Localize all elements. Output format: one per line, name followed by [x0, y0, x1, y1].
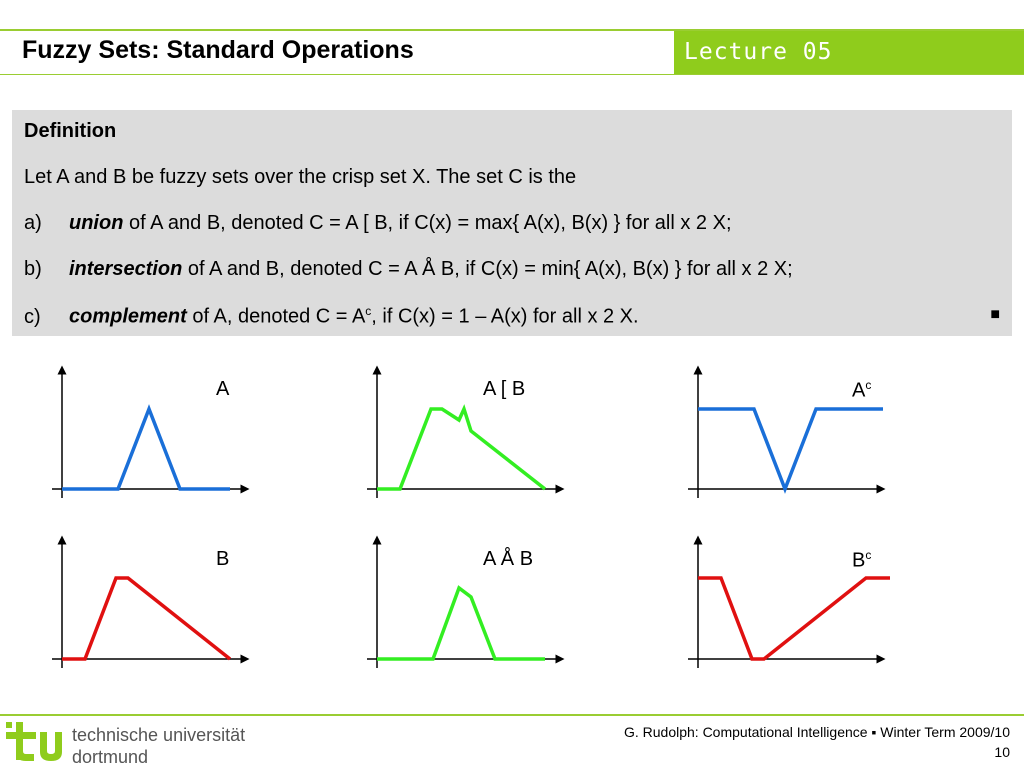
- plot-intersection-label: [483, 548, 533, 571]
- definition-intro: Let A and B be fuzzy sets over the crisp set X. The set C is the: [24, 166, 577, 188]
- tu-logo: [4, 720, 66, 769]
- course-info: G. Rudolph: Computational Intelligence ▪ Winter Term 2009/10: [623, 724, 1010, 740]
- definition-box: [12, 110, 1012, 336]
- item-keyword: complement: [69, 305, 187, 328]
- slide-title: Fuzzy Sets: Standard Operations: [22, 36, 414, 64]
- item-text: of A, denoted C = A: [186, 305, 366, 328]
- plot-union-svg: [355, 360, 575, 510]
- membership-curve-a: [62, 409, 230, 489]
- university-name: [72, 724, 245, 768]
- membership-curve-intersection: [377, 588, 545, 659]
- plot-b-label: [216, 548, 229, 571]
- plot-a-complement: [676, 360, 896, 515]
- plot-a: [40, 360, 260, 515]
- item-text: of A and B, denoted C = A [ B, if C(x) = max{ A(x), B(x) } for all x 2 X;: [123, 212, 732, 234]
- item-keyword: intersection: [69, 258, 183, 280]
- membership-curve-a-complement: [698, 409, 883, 489]
- definition-item-union: [24, 212, 732, 235]
- plot-label-superscript: c: [865, 378, 872, 392]
- plot-union-label: [483, 378, 525, 401]
- university-name-line-1: technische universität: [72, 725, 246, 745]
- plot-label-text: A Å B: [483, 548, 534, 570]
- plot-label-text: B: [852, 549, 866, 572]
- plot-label-text: A [ B: [483, 378, 526, 400]
- plot-b-complement-label: [852, 548, 871, 573]
- definition-heading: Definition: [24, 120, 117, 142]
- item-label: b): [24, 258, 42, 280]
- plot-a-label: [216, 378, 229, 401]
- plot-b: [40, 530, 260, 685]
- item-keyword: union: [69, 212, 124, 234]
- definition-item-intersection: [24, 258, 793, 281]
- lecture-badge: Lecture 05: [674, 31, 1024, 74]
- footer-info: [624, 722, 1010, 762]
- membership-curve-union: [377, 409, 545, 489]
- page-number: 10: [994, 744, 1010, 760]
- plot-label-text: A: [852, 379, 866, 402]
- plot-b-complement: [676, 530, 896, 685]
- tu-logo-mark-icon: [4, 720, 66, 764]
- plot-union: [355, 360, 575, 515]
- plot-intersection: [355, 530, 575, 685]
- membership-curve-b-complement: [698, 578, 890, 659]
- footer-rule: [0, 714, 1024, 716]
- plot-label-text: B: [216, 548, 230, 570]
- item-superscript: c: [365, 304, 372, 318]
- membership-curve-b: [62, 578, 230, 659]
- plot-label-superscript: c: [865, 548, 872, 562]
- plot-a-complement-label: [852, 378, 871, 403]
- item-label: a): [24, 212, 42, 234]
- item-text-2: , if C(x) = 1 – A(x) for all x 2 X.: [371, 305, 639, 328]
- item-label: c): [24, 305, 41, 328]
- plot-label-text: A: [216, 378, 230, 400]
- end-of-definition-mark: ■: [990, 306, 1000, 323]
- header-bottom-rule: [0, 74, 1024, 75]
- item-text: of A and B, denoted C = A Å B, if C(x) = min{ A(x), B(x) } for all x 2 X;: [182, 258, 793, 280]
- university-name-line-2: dortmund: [72, 747, 149, 767]
- plot-intersection-svg: [355, 530, 575, 680]
- definition-item-complement: [24, 304, 639, 329]
